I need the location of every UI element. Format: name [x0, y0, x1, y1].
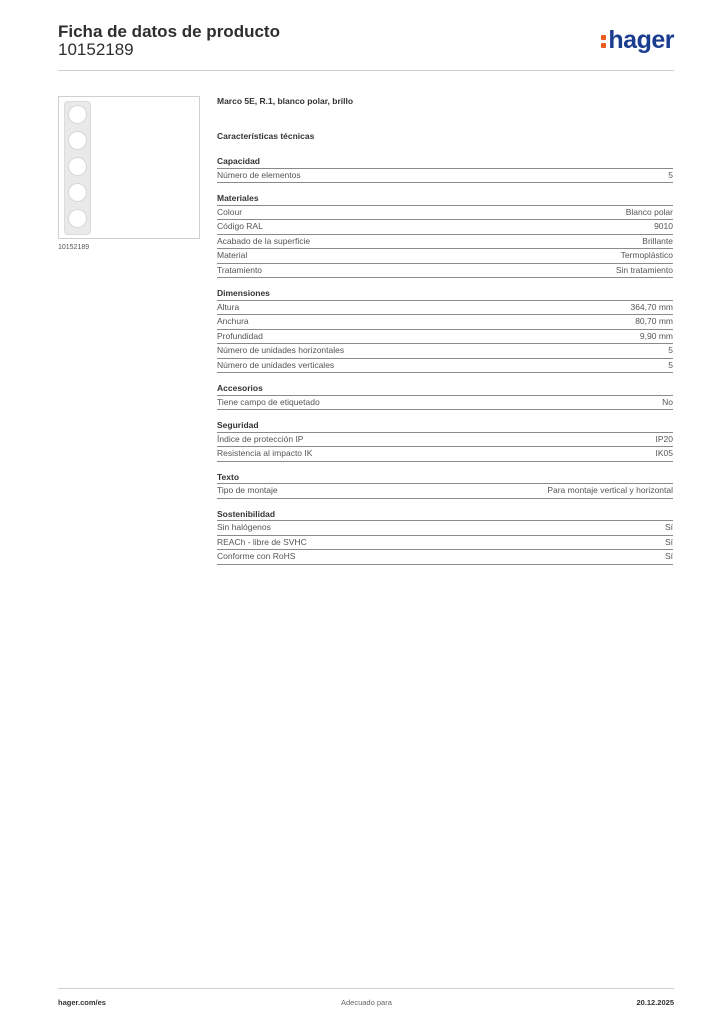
spec-sections	[217, 156, 673, 565]
section-title: Seguridad	[217, 420, 673, 433]
spec-label: Colour	[217, 206, 243, 217]
spec-value: 5	[668, 345, 673, 355]
spec-row	[217, 484, 673, 499]
spec-label: Anchura	[217, 316, 249, 326]
spec-section	[217, 509, 673, 565]
spec-label: Profundidad	[217, 330, 263, 341]
logo-dots-icon	[601, 31, 606, 49]
spec-value: 364,70 mm	[630, 301, 673, 312]
spec-label: Tiene campo de etiquetado	[217, 396, 320, 407]
frame-opening	[69, 106, 86, 123]
footer-date: 20.12.2025	[636, 998, 674, 1007]
spec-label: Número de elementos	[217, 169, 301, 180]
spec-section	[217, 383, 673, 410]
spec-label: Resistencia al impacto IK	[217, 448, 313, 458]
spec-row	[217, 359, 673, 374]
frame-5-gang-picture	[64, 101, 91, 235]
spec-row	[217, 550, 673, 565]
spec-label: Conforme con RoHS	[217, 551, 296, 561]
spec-section	[217, 156, 673, 183]
spec-label: Sin halógenos	[217, 522, 271, 532]
spec-value: 5	[668, 359, 673, 370]
spec-value: Blanco polar	[625, 206, 673, 217]
product-details	[217, 96, 673, 575]
spec-section	[217, 472, 673, 499]
spec-row	[217, 264, 673, 279]
section-title: Dimensiones	[217, 288, 673, 301]
spec-label: Número de unidades verticales	[217, 359, 335, 370]
spec-value: Sin tratamiento	[615, 264, 673, 275]
document-title: Ficha de datos de producto	[58, 22, 280, 41]
spec-value: Sí	[664, 536, 673, 547]
spec-row	[217, 447, 673, 462]
spec-section	[217, 193, 673, 278]
hager-logo	[601, 26, 674, 55]
spec-label: Tipo de montaje	[217, 485, 278, 495]
spec-row	[217, 235, 673, 250]
spec-value: 80,70 mm	[635, 316, 673, 326]
spec-row	[217, 521, 673, 536]
spec-value: No	[662, 396, 673, 407]
spec-value: IK05	[655, 448, 673, 458]
spec-label: Material	[217, 250, 248, 260]
spec-value: 9010	[654, 221, 673, 231]
footer-suitable-for: Adecuado para	[341, 998, 392, 1007]
spec-section	[217, 288, 673, 373]
page-footer	[58, 988, 674, 1013]
section-title: Sostenibilidad	[217, 509, 673, 522]
spec-row	[217, 536, 673, 551]
spec-value: Sí	[664, 522, 673, 532]
spec-label: Código RAL	[217, 221, 263, 231]
frame-opening	[69, 158, 86, 175]
spec-row	[217, 301, 673, 316]
logo-text: hager	[608, 26, 674, 54]
spec-value: Sí	[664, 551, 673, 561]
frame-opening	[69, 184, 86, 201]
spec-value: Para montaje vertical y horizontal	[547, 485, 673, 495]
product-title: Marco 5E, R.1, blanco polar, brillo	[217, 96, 354, 106]
spec-row	[217, 249, 673, 264]
spec-value: 5	[668, 169, 673, 180]
section-title: Texto	[217, 472, 673, 485]
spec-value: IP20	[655, 433, 673, 444]
frame-opening	[69, 132, 86, 149]
spec-row	[217, 433, 673, 448]
spec-label: Número de unidades horizontales	[217, 345, 345, 355]
page-header	[58, 20, 674, 71]
spec-row	[217, 344, 673, 359]
image-caption: 10152189	[58, 244, 90, 251]
spec-section	[217, 420, 673, 462]
spec-label: Acabado de la superficie	[217, 235, 311, 246]
product-image	[58, 96, 200, 239]
spec-row	[217, 206, 673, 221]
spec-label: Tratamiento	[217, 264, 263, 275]
section-title: Materiales	[217, 193, 673, 206]
spec-label: REACh - libre de SVHC	[217, 536, 307, 547]
spec-label: Altura	[217, 301, 240, 312]
section-title: Capacidad	[217, 156, 673, 169]
product-code: 10152189	[58, 40, 134, 59]
spec-value: 9,90 mm	[639, 330, 673, 341]
spec-row	[217, 315, 673, 330]
frame-opening	[69, 210, 86, 227]
spec-value: Brillante	[642, 235, 673, 246]
spec-row	[217, 330, 673, 345]
section-title: Accesorios	[217, 383, 673, 396]
spec-row	[217, 396, 673, 411]
spec-label: Índice de protección IP	[217, 433, 304, 444]
spec-row	[217, 169, 673, 184]
features-heading: Características técnicas	[217, 131, 315, 141]
footer-website: hager.com/es	[58, 998, 106, 1007]
spec-row	[217, 220, 673, 235]
spec-value: Termoplástico	[620, 250, 673, 260]
